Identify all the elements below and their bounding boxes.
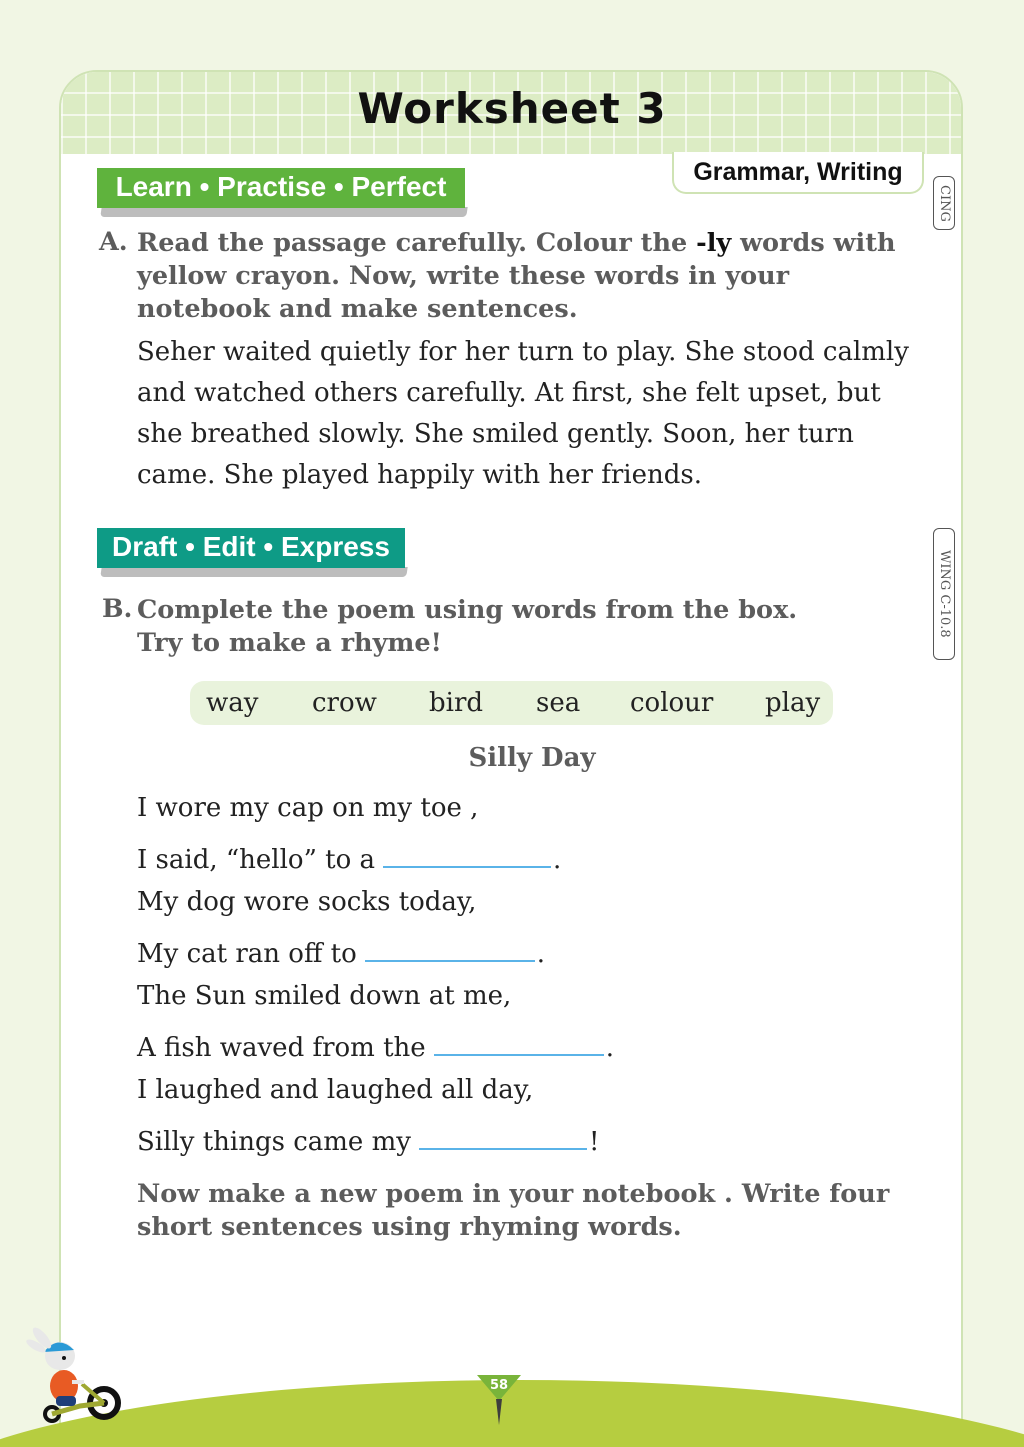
word-box-item: play: [765, 688, 821, 718]
side-code-tag: WING C-10.8: [933, 528, 955, 660]
poem-line-text: I said, “hello” to a: [137, 845, 375, 875]
final-instruction: Now make a new poem in your notebook . Write four short sentences using rhyming words.: [137, 1179, 890, 1242]
word-box-item: way: [206, 688, 259, 718]
reading-passage: Seher waited quietly for her turn to play. She stood calmly and watched others carefully. At first, she felt upset, but she breathed slowly. She smiled gently. Soon, her turn came. She played happily with her friends.: [137, 337, 909, 490]
word-box: [190, 681, 833, 725]
poem-line: [137, 887, 476, 917]
question-b-label: B.: [102, 594, 133, 624]
poem-line: [137, 981, 511, 1011]
banner-shadow: [100, 207, 467, 217]
poem-line-end: !: [588, 1127, 600, 1157]
banner-shadow: [100, 567, 407, 577]
ly-suffix: -ly: [696, 228, 732, 258]
instruction-part: Read the passage carefully. Colour the: [137, 228, 688, 258]
instruction-part: words with yellow crayon. Now, write these words in your notebook and make sentences.: [137, 228, 896, 324]
section-a-banner: [97, 168, 465, 208]
poem-line-text: The Sun smiled down at me,: [137, 981, 512, 1011]
poem-line: [137, 1122, 599, 1157]
worksheet-title: Worksheet 3: [357, 84, 667, 133]
section-b-banner: [97, 528, 405, 568]
page-number-marker: [477, 1375, 521, 1425]
poem-line-text: A fish waved from the: [137, 1033, 426, 1063]
word-box-item: colour: [630, 688, 714, 718]
poem-line: [137, 1075, 533, 1105]
poem-title: Silly Day: [468, 743, 596, 773]
question-a-label: A.: [99, 227, 128, 257]
instruction-line: Complete the poem using words from the box.: [137, 595, 798, 625]
poem-line: [137, 793, 478, 823]
subject-tag: Grammar, Writing: [672, 152, 924, 194]
poem-line-text: I laughed and laughed all day,: [137, 1075, 534, 1105]
word-box-item: crow: [312, 688, 377, 718]
page-number: 58: [489, 1378, 509, 1393]
side-code-tag: CING: [933, 176, 955, 230]
poem-line-text: Silly things came my: [137, 1127, 411, 1157]
poem-line-end: .: [536, 939, 546, 969]
section-a-banner-label: Learn • Practise • Perfect: [115, 171, 447, 202]
word-box-item: bird: [429, 688, 484, 718]
poem-line-end: .: [605, 1033, 614, 1063]
poem-line-text: My cat ran off to: [137, 939, 357, 969]
poem-line-text: I wore my cap on my toe ,: [137, 793, 479, 823]
word-box-item: sea: [536, 688, 581, 718]
instruction-line: Try to make a rhyme!: [137, 628, 442, 658]
question-a-instruction: [137, 227, 927, 326]
poem-line: [137, 1028, 614, 1063]
answer-blank[interactable]: [365, 934, 535, 962]
poem-line: [137, 840, 561, 875]
question-b-instruction: [137, 594, 927, 660]
poem-line: [137, 934, 545, 969]
answer-blank[interactable]: [419, 1122, 587, 1150]
answer-blank[interactable]: [434, 1028, 604, 1056]
poem-line-end: .: [553, 845, 562, 875]
section-b-banner-label: Draft • Edit • Express: [112, 531, 390, 562]
rabbit-cyclist-illustration: [22, 1326, 132, 1426]
poem-line-text: My dog wore socks today,: [137, 887, 477, 917]
answer-blank[interactable]: [383, 840, 551, 868]
